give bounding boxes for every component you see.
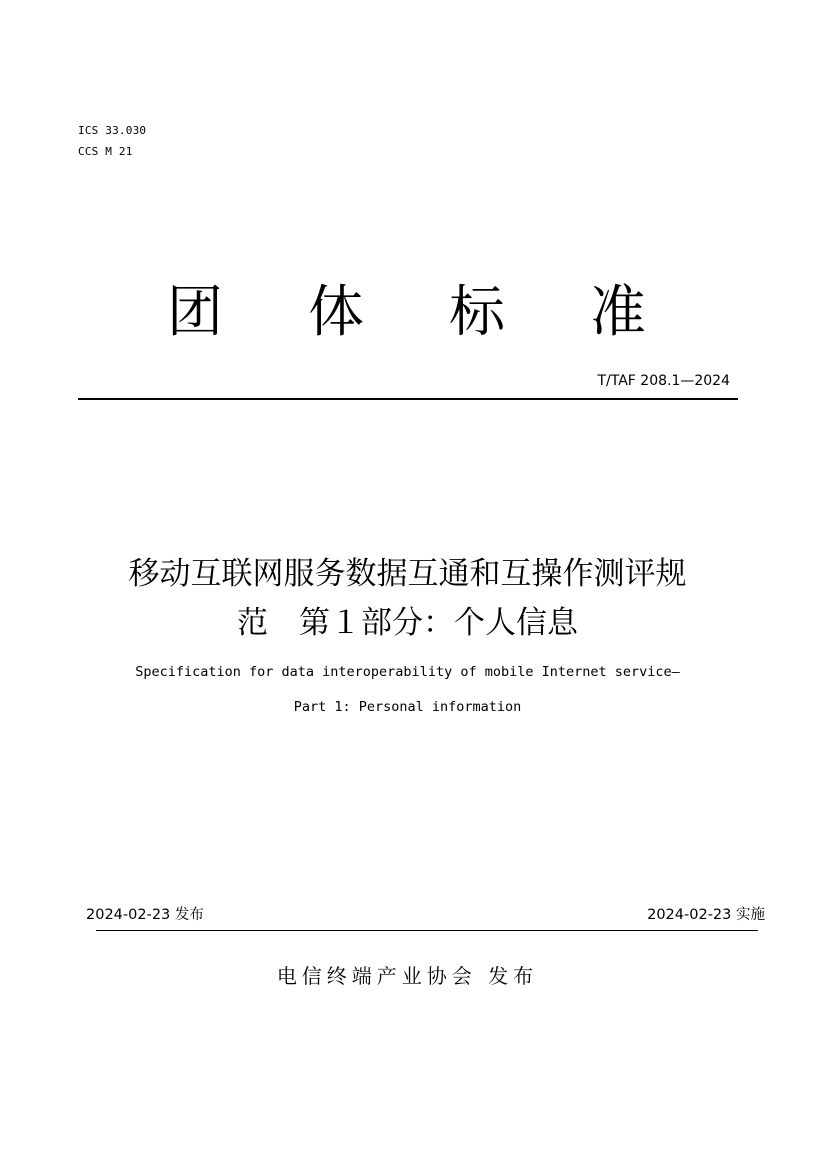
- title-english-line-2: Part 1: Personal information: [293, 699, 522, 715]
- publisher: 电信终端产业协会 发布: [276, 964, 539, 988]
- footer-divider: [96, 930, 758, 931]
- standard-number: T/TAF 208.1—2024: [597, 373, 730, 389]
- title-chinese-line-2: 范 第１部分：个人信息: [237, 605, 578, 641]
- category-title-char: 标: [449, 280, 505, 345]
- title-english-line-1: Specification for data interoperability of mobile Internet service—: [135, 664, 680, 680]
- header-divider: [78, 398, 738, 400]
- title-chinese-line-1: 移动互联网服务数据互通和互操作测评规: [128, 556, 687, 592]
- category-title-char: 准: [590, 280, 646, 345]
- category-title-char: 团: [167, 280, 223, 345]
- ccs-code: CCS M 21: [78, 145, 133, 158]
- implementation-date: 2024-02-23 实施: [647, 907, 765, 923]
- ics-code: ICS 33.030: [78, 124, 147, 137]
- issue-date: 2024-02-23 发布: [86, 907, 204, 923]
- category-title-char: 体: [308, 280, 364, 345]
